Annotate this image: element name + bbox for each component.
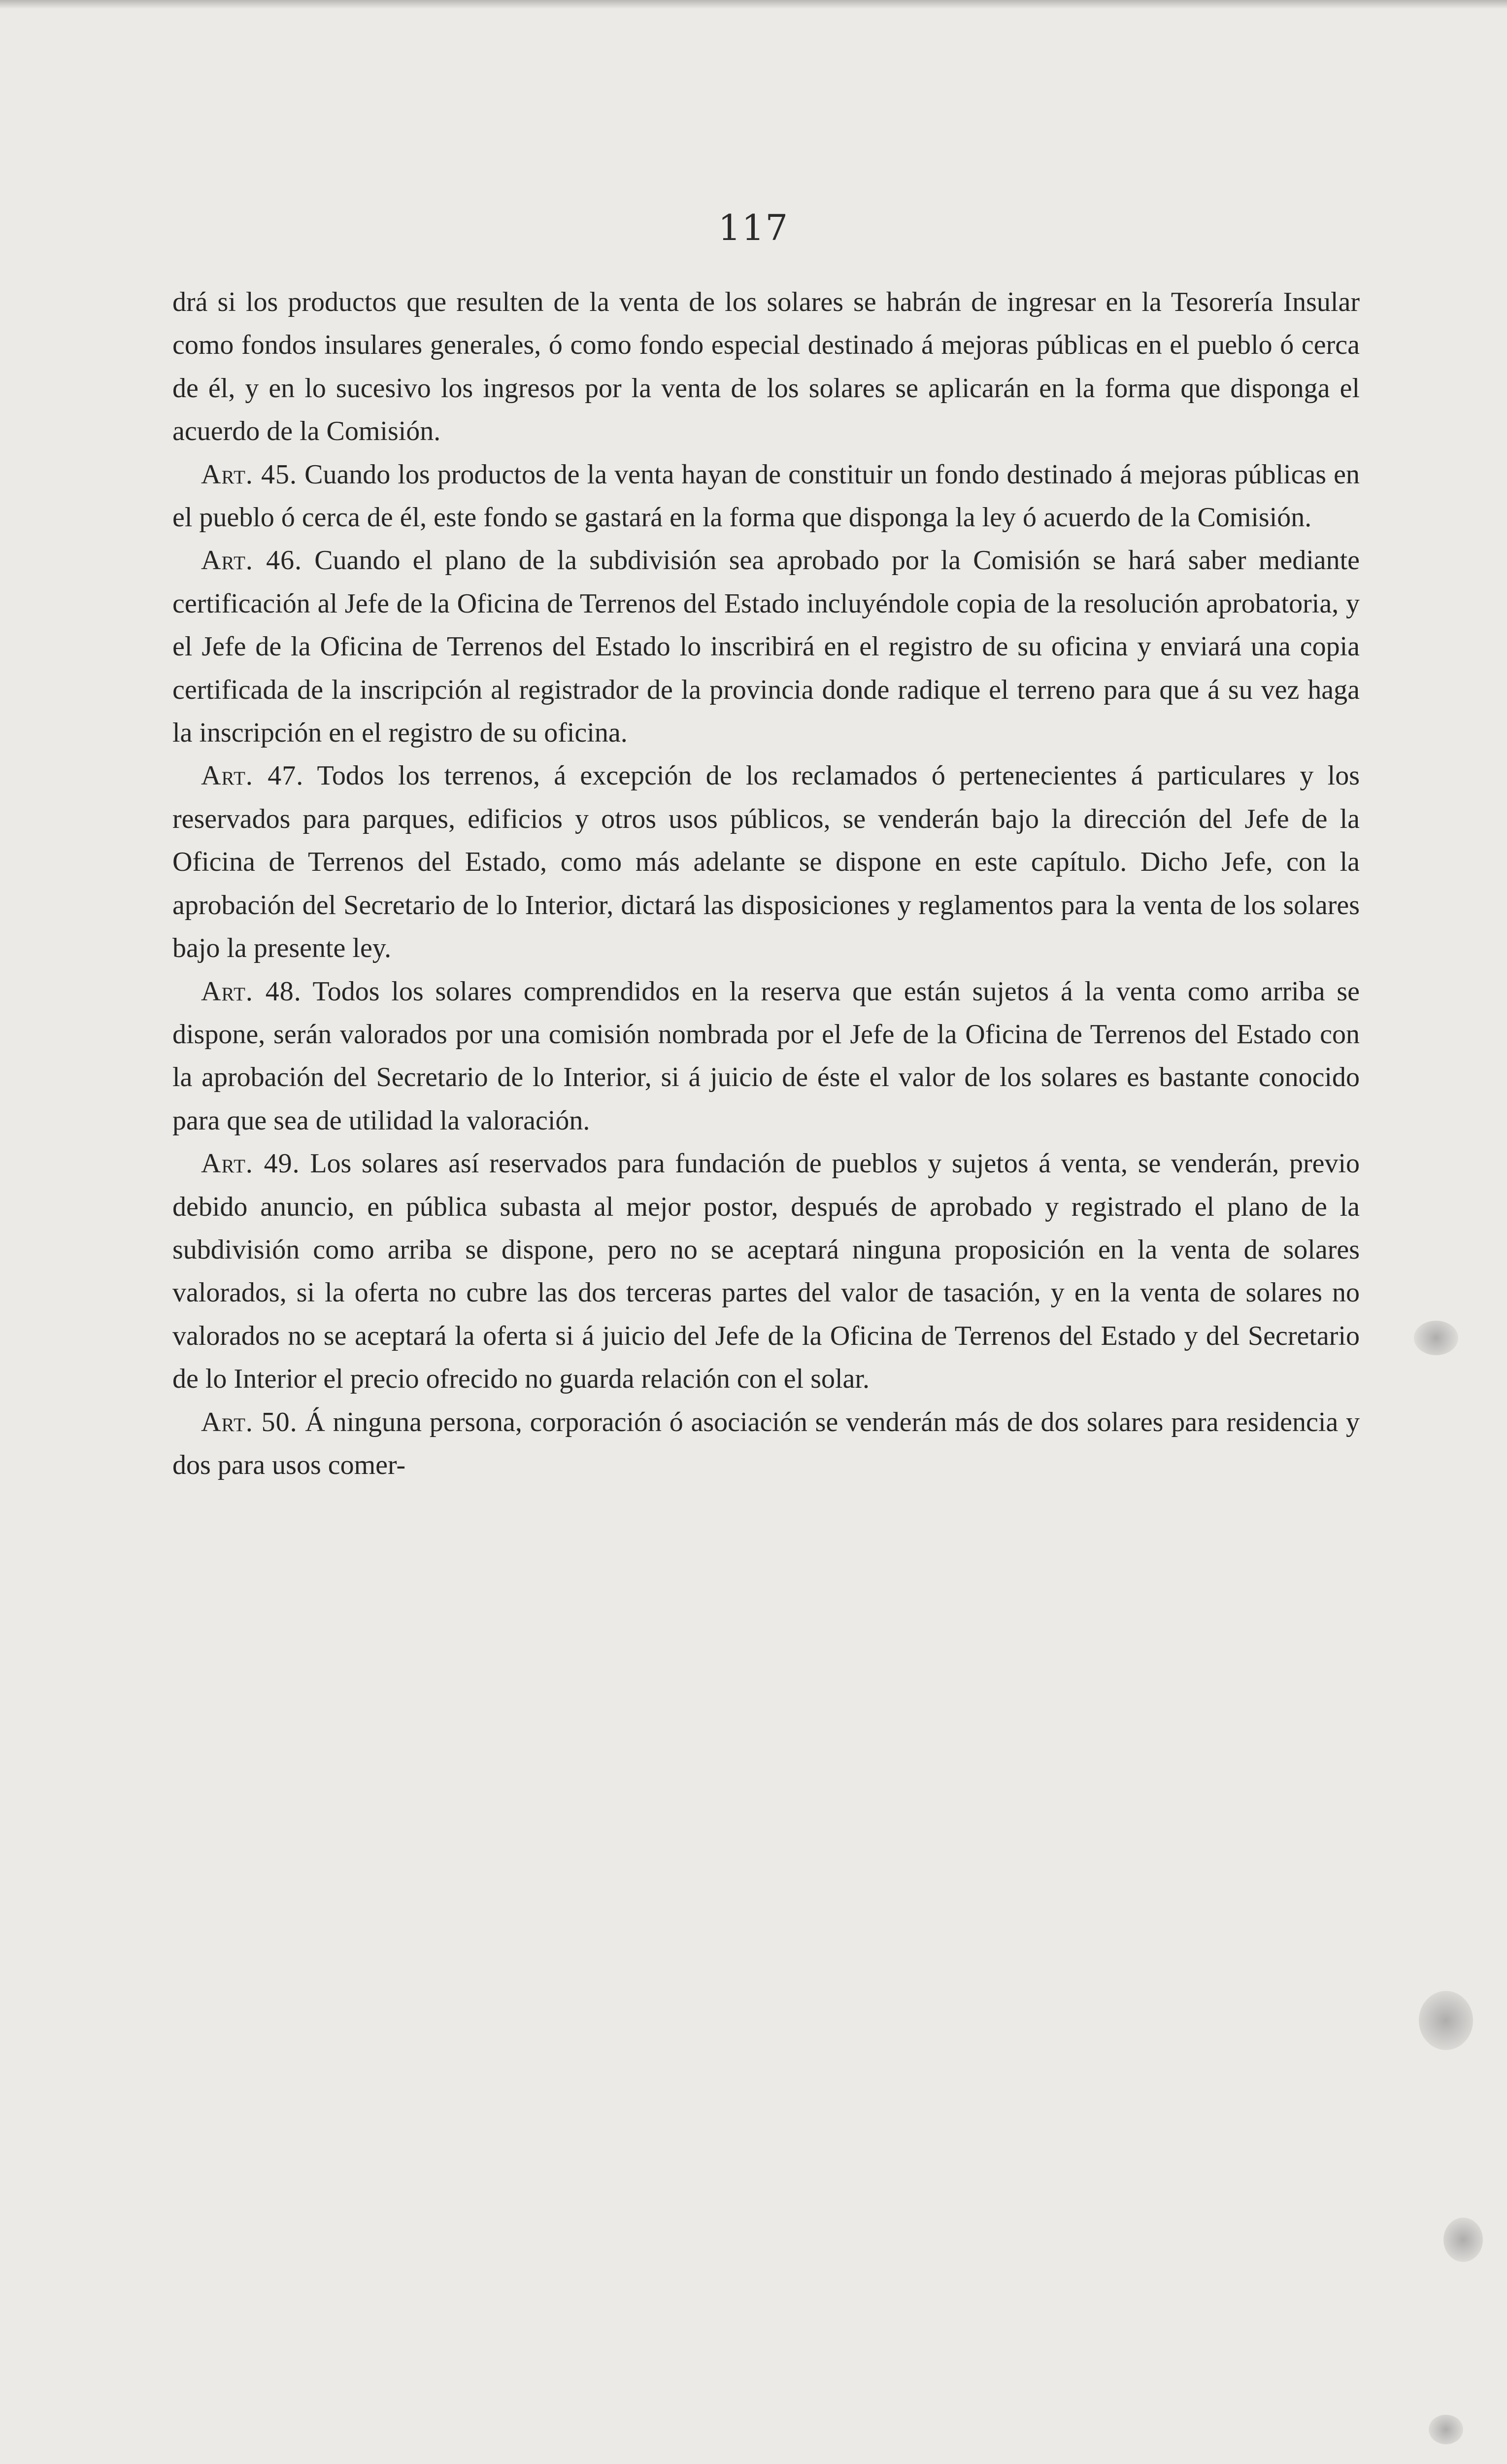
body-text xyxy=(172,281,1360,1487)
article-49 xyxy=(172,1142,1360,1401)
article-label: Art. 47. xyxy=(201,760,304,791)
article-text: Cuando el plano de la subdivisión sea aprobado por la Comisión se hará saber mediante certificación al Jefe de la Oficina de Terrenos del Estado incluyéndole copia de la resolución aprobatoria, y el Jefe de la Oficina de Terrenos del Estado lo inscribirá en el registro de su oficina y enviará una copia certificada de la inscripción al registrador de la provincia donde radique el terreno para que á su vez haga la inscripción en el registro de su oficina. xyxy=(172,545,1360,749)
article-text: Todos los solares comprendidos en la reserva que están sujetos á la venta como arriba se dispone, serán valorados por una comisión nombrada por el Jefe de la Oficina de Terrenos del Estado con la aprobación del Secretario de lo Interior, si á juicio de éste el valor de los solares es bastante conocido para que sea de utilidad la valoración. xyxy=(172,976,1360,1136)
paragraph-text: drá si los productos que resulten de la venta de los solares se habrán de ingresar en la Tesorería Insular como fondos insulares generales, ó como fondo especial destinado á mejoras públicas en el pueblo ó cerca de él, y en lo sucesivo los ingresos por la venta de los solares se aplicarán en la forma que disponga el acuerdo de la Comisión. xyxy=(172,287,1360,447)
scan-speck xyxy=(1429,2415,1463,2444)
article-text: Todos los terrenos, á excepción de los reclamados ó pertenecientes á particulares y los reservados para parques, edificios y otros usos públicos, se venderán bajo la dirección del Jefe de la Oficina de Terrenos del Estado, como más adelante se dispone en este capítulo. Dicho Jefe, con la aprobación del Secretario de lo Interior, dictará las disposiciones y reglamentos para la venta de los solares bajo la presente ley. xyxy=(172,760,1360,964)
scan-speck xyxy=(1414,1321,1458,1355)
article-47 xyxy=(172,754,1360,970)
article-label: Art. 49. xyxy=(201,1148,300,1179)
article-48 xyxy=(172,970,1360,1143)
article-text: Á ninguna persona, corporación ó asociación se venderán más de dos solares para residencia y dos para usos comer- xyxy=(172,1406,1360,1480)
article-label: Art. 45. xyxy=(201,459,298,490)
article-46 xyxy=(172,539,1360,754)
article-label: Art. 46. xyxy=(201,545,302,576)
page-number: 117 xyxy=(718,207,789,248)
article-45 xyxy=(172,453,1360,540)
page-top-edge xyxy=(0,0,1507,9)
article-text: Cuando los productos de la venta hayan de constituir un fondo destinado á mejoras públicas en el pueblo ó cerca de él, este fondo se gastará en la forma que disponga la ley ó acuerdo de la Comisión. xyxy=(172,459,1360,533)
article-50 xyxy=(172,1401,1360,1487)
scan-speck xyxy=(1443,2218,1483,2262)
scan-speck xyxy=(1419,1991,1473,2050)
article-label: Art. 50. xyxy=(201,1406,298,1437)
paragraph-continuation xyxy=(172,281,1360,453)
article-label: Art. 48. xyxy=(201,976,301,1007)
article-text: Los solares así reservados para fundación de pueblos y sujetos á venta, se venderán, previo debido anuncio, en pública subasta al mejor postor, después de aprobado y registrado el plano de la subdivisión como arriba se dispone, pero no se aceptará ninguna proposición en la venta de solares valorados, si la oferta no cubre las dos terceras partes del valor de tasación, y en la venta de solares no valorados no se aceptará la oferta si á juicio del Jefe de la Oficina de Terrenos del Estado y del Secretario de lo Interior el precio ofrecido no guarda relación con el solar. xyxy=(172,1148,1360,1395)
